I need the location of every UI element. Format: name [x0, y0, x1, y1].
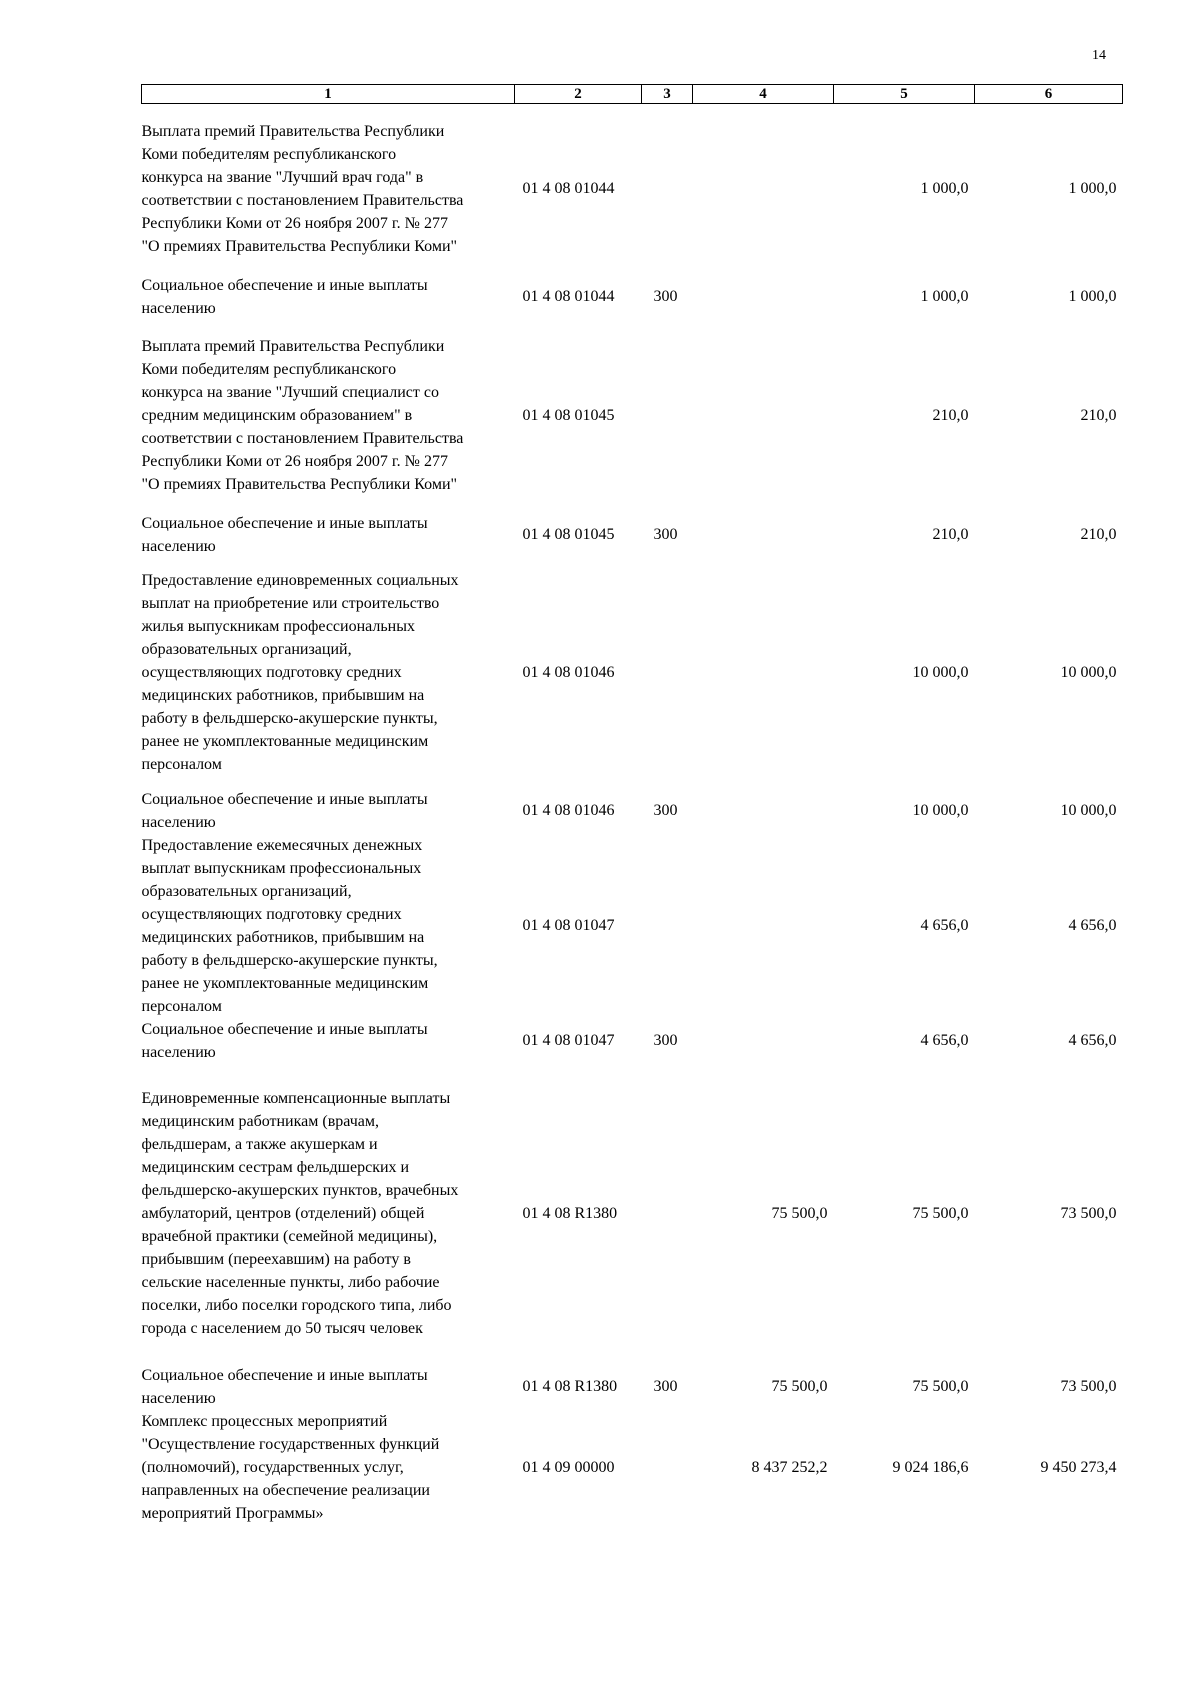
description-line: населению — [141, 813, 216, 831]
table-row — [142, 834, 1123, 1018]
description-line: ранее не укомплектованные медицинским — [141, 733, 429, 750]
row-description — [142, 512, 515, 558]
row-description — [142, 320, 515, 512]
row-value-col-5: 75 500,0 — [912, 1205, 969, 1222]
description-line: амбулаторий, центров (отделений) общей — [141, 1205, 425, 1222]
row-code: 01 4 08 R1380 — [522, 1205, 618, 1222]
row-value-col-5: 4 656,0 — [920, 1032, 969, 1049]
description-line: осуществляющих подготовку средних — [141, 905, 402, 923]
description-line: конкурса на звание "Лучший специалист со — [141, 384, 439, 401]
description-line: Социальное обеспечение и иные выплаты — [141, 276, 428, 294]
description-line: соответствии с постановлением Правительства — [141, 430, 464, 447]
description-line: прибывшим (переехавшим) на работу в — [141, 1251, 411, 1268]
row-expense-type — [642, 1410, 693, 1526]
row-description — [142, 1064, 515, 1364]
row-value-col-6: 73 500,0 — [1060, 1378, 1117, 1395]
row-description — [142, 1018, 515, 1064]
table-row — [142, 788, 1123, 834]
table-row — [142, 320, 1123, 512]
row-code: 01 4 08 01046 — [522, 802, 615, 819]
row-value-col-4 — [693, 320, 834, 512]
row-value-col-4 — [693, 512, 834, 558]
row-value-col-4 — [693, 104, 834, 274]
row-expense-type — [642, 320, 693, 512]
description-line: населению — [141, 537, 216, 555]
description-line: (полномочий), государственных услуг, — [141, 1459, 404, 1476]
row-value-col-6: 73 500,0 — [1060, 1205, 1117, 1222]
row-code: 01 4 08 01044 — [522, 288, 615, 305]
header-col-1: 1 — [142, 85, 515, 104]
row-code: 01 4 09 00000 — [522, 1459, 615, 1476]
row-value-col-5: 10 000,0 — [912, 664, 969, 681]
row-code: 01 4 08 01047 — [522, 917, 615, 934]
row-expense-type — [642, 558, 693, 788]
row-value-col-6: 4 656,0 — [1068, 1032, 1117, 1049]
row-value-col-6: 4 656,0 — [1068, 917, 1117, 934]
description-line: Социальное обеспечение и иные выплаты — [141, 790, 428, 808]
table-row — [142, 1410, 1123, 1526]
row-expense-type: 300 — [653, 1378, 678, 1395]
row-value-col-6: 9 450 273,4 — [1040, 1459, 1117, 1476]
description-line: работу в фельдшерско-акушерские пункты, — [141, 951, 438, 969]
row-expense-type — [642, 1064, 693, 1364]
description-line: населению — [141, 1043, 216, 1061]
row-value-col-6: 10 000,0 — [1060, 802, 1117, 819]
description-line: Выплата премий Правительства Республики — [141, 338, 445, 355]
row-value-col-5: 75 500,0 — [912, 1378, 969, 1395]
description-line: работу в фельдшерско-акушерские пункты, — [141, 710, 438, 727]
description-line: фельдшерам, а также акушеркам и — [141, 1136, 378, 1153]
description-line: населению — [141, 1389, 216, 1407]
description-line: поселки, либо поселки городского типа, либо — [141, 1297, 452, 1314]
row-code: 01 4 08 01044 — [522, 180, 615, 198]
row-code: 01 4 08 R1380 — [522, 1378, 618, 1395]
description-line: фельдшерско-акушерских пунктов, врачебных — [141, 1182, 459, 1199]
description-line: медицинских работников, прибывшим на — [141, 687, 425, 704]
row-value-col-5: 4 656,0 — [920, 917, 969, 934]
header-col-5: 5 — [834, 85, 975, 104]
header-col-6: 6 — [975, 85, 1123, 104]
row-value-col-6: 10 000,0 — [1060, 664, 1117, 681]
description-line: средним медицинским образованием" в — [141, 407, 413, 424]
row-description — [142, 558, 515, 788]
description-line: соответствии с постановлением Правительства — [141, 191, 464, 209]
header-row — [142, 85, 1123, 104]
row-description — [142, 274, 515, 320]
description-line: медицинских работников, прибывшим на — [141, 928, 425, 946]
description-line: выплат на приобретение или строительство — [141, 595, 440, 612]
description-line: Предоставление ежемесячных денежных — [141, 836, 423, 854]
page-number: 14 — [1092, 48, 1106, 63]
description-line: "О премиях Правительства Республики Коми" — [141, 476, 458, 493]
description-line: Единовременные компенсационные выплаты — [141, 1090, 451, 1107]
description-line: Предоставление единовременных социальных — [141, 572, 459, 589]
description-line: Социальное обеспечение и иные выплаты — [141, 1366, 428, 1384]
row-value-col-4 — [693, 558, 834, 788]
description-line: персоналом — [141, 997, 222, 1015]
budget-table — [141, 84, 1123, 1526]
row-value-col-6: 1 000,0 — [1068, 180, 1117, 198]
description-line: Комплекс процессных мероприятий — [141, 1413, 388, 1430]
table-row — [142, 104, 1123, 274]
description-line: Республики Коми от 26 ноября 2007 г. № 277 — [141, 453, 448, 470]
table-row — [142, 1064, 1123, 1364]
row-expense-type: 300 — [653, 526, 678, 543]
row-description — [142, 834, 515, 1018]
description-line: сельские населенные пункты, либо рабочие — [141, 1274, 440, 1291]
table-row — [142, 274, 1123, 320]
row-code: 01 4 08 01045 — [522, 407, 615, 424]
description-line: конкурса на звание "Лучший врач года" в — [141, 168, 424, 186]
row-expense-type: 300 — [653, 802, 678, 819]
description-line: населению — [141, 299, 216, 317]
row-value-col-5: 10 000,0 — [912, 802, 969, 819]
row-code: 01 4 08 01047 — [522, 1032, 615, 1049]
description-line: Республики Коми от 26 ноября 2007 г. № 277 — [141, 214, 448, 232]
table-row — [142, 1364, 1123, 1410]
row-expense-type — [642, 834, 693, 1018]
row-value-col-6: 210,0 — [1080, 407, 1117, 424]
row-value-col-4 — [693, 788, 834, 834]
row-description — [142, 104, 515, 274]
description-line: врачебной практики (семейной медицины), — [141, 1228, 438, 1245]
description-line: жилья выпускникам профессиональных — [141, 618, 415, 635]
row-value-col-5: 210,0 — [932, 407, 969, 424]
description-line: Социальное обеспечение и иные выплаты — [141, 1020, 428, 1038]
row-expense-type: 300 — [653, 1032, 678, 1049]
row-value-col-4 — [693, 834, 834, 1018]
description-line: персоналом — [141, 756, 222, 773]
description-line: осуществляющих подготовку средних — [141, 664, 402, 681]
row-value-col-5: 9 024 186,6 — [892, 1459, 969, 1476]
description-line: Коми победителям республиканского — [141, 145, 397, 163]
row-expense-type — [642, 104, 693, 274]
row-description — [142, 1410, 515, 1526]
description-line: мероприятий Программы» — [141, 1505, 324, 1522]
row-value-col-4: 8 437 252,2 — [751, 1459, 828, 1476]
row-value-col-5: 1 000,0 — [920, 288, 969, 305]
row-value-col-6: 1 000,0 — [1068, 288, 1117, 305]
row-code: 01 4 08 01045 — [522, 526, 615, 543]
table-row — [142, 512, 1123, 558]
description-line: Коми победителям республиканского — [141, 361, 397, 378]
row-value-col-4: 75 500,0 — [771, 1205, 828, 1222]
description-line: медицинским сестрам фельдшерских и — [141, 1159, 410, 1176]
header-col-4: 4 — [693, 85, 834, 104]
row-value-col-6: 210,0 — [1080, 526, 1117, 543]
header-col-3: 3 — [642, 85, 693, 104]
row-expense-type: 300 — [653, 288, 678, 305]
row-value-col-4 — [693, 274, 834, 320]
row-value-col-5: 210,0 — [932, 526, 969, 543]
row-value-col-4: 75 500,0 — [771, 1378, 828, 1395]
description-line: Социальное обеспечение и иные выплаты — [141, 514, 428, 532]
row-description — [142, 1364, 515, 1410]
table-body — [142, 104, 1123, 1526]
header-col-2: 2 — [515, 85, 642, 104]
description-line: образовательных организаций, — [141, 882, 352, 900]
description-line: города с населением до 50 тысяч человек — [141, 1320, 423, 1337]
row-code: 01 4 08 01046 — [522, 664, 615, 681]
description-line: Выплата премий Правительства Республики — [141, 122, 445, 140]
description-line: медицинским работникам (врачам, — [141, 1113, 379, 1130]
table-row — [142, 1018, 1123, 1064]
description-line: ранее не укомплектованные медицинским — [141, 974, 429, 992]
description-line: "О премиях Правительства Республики Коми" — [141, 237, 458, 255]
description-line: направленных на обеспечение реализации — [141, 1482, 430, 1499]
description-line: образовательных организаций, — [141, 641, 352, 658]
description-line: выплат выпускникам профессиональных — [141, 859, 422, 877]
table-row — [142, 558, 1123, 788]
row-value-col-4 — [693, 1018, 834, 1064]
description-line: "Осуществление государственных функций — [141, 1436, 440, 1453]
row-value-col-5: 1 000,0 — [920, 180, 969, 198]
row-description — [142, 788, 515, 834]
